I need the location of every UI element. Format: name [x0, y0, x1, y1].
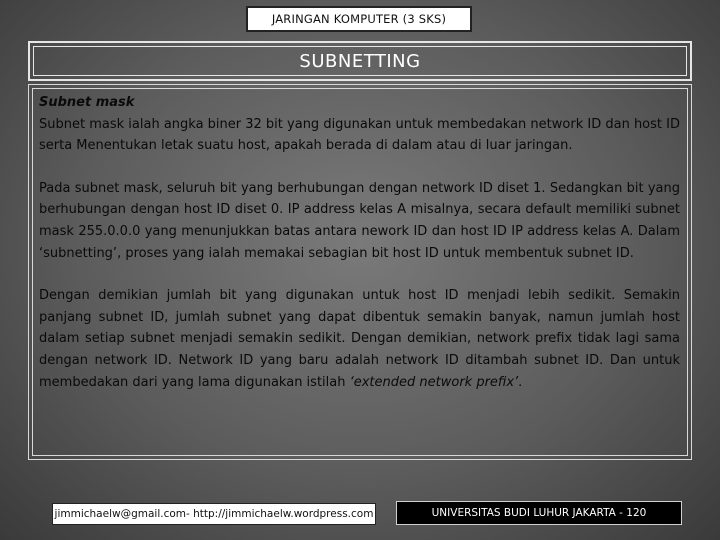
footer-institution	[396, 501, 682, 525]
course-header	[246, 6, 472, 32]
slide-title: SUBNETTING	[33, 46, 687, 76]
content-frame	[28, 84, 692, 460]
slide-title-frame	[28, 41, 692, 81]
paragraph-3-end: .	[518, 374, 523, 390]
course-title: JARINGAN KOMPUTER (3 SKS)	[271, 12, 447, 26]
section-heading: Subnet mask	[39, 95, 135, 110]
paragraph-3-text: Dengan demikian jumlah bit yang digunakan untuk host ID menjadi lebih sedikit. Semakin panjang subnet ID, jumlah subnet yang dapat dibentuk semakin banyak, namun jumlah host dalam setiap subnet menjadi semakin sedikit. Dengan demikian, network prefix tidak lagi sama dengan network ID. Network ID yang baru adalah network ID ditambah subnet ID. Dan untuk membedakan dari yang lama digunakan istilah	[39, 288, 680, 390]
footer-contact-text: jimmichaelw@gmail.com- http://jimmichaelw.wordpress.com	[54, 508, 374, 520]
content-body	[32, 88, 688, 456]
footer-institution-text: UNIVERSITAS BUDI LUHUR JAKARTA - 120	[431, 507, 647, 519]
footer-contact	[52, 503, 376, 525]
paragraph-3	[39, 285, 680, 393]
paragraph-2: Pada subnet mask, seluruh bit yang berhubungan dengan network ID diset 1. Sedangkan bit yang berhubungan dengan host ID diset 0. IP address kelas A misalnya, secara default memiliki subnet mask 255.0.0.0 yang menunjukkan batas antara nework ID dan host ID IP address kelas A. Dalam ‘subnetting’, proses yang ialah memakai sebagian bit host ID untuk membentuk subnet ID.	[39, 180, 680, 261]
paragraph-1-text: Subnet mask ialah angka biner 32 bit yang digunakan untuk membedakan network ID dan host ID serta Menentukan letak suatu host, apakah berada di dalam atau di luar jaringan.	[39, 116, 680, 154]
paragraph-1	[39, 92, 680, 157]
paragraph-3-term: ‘extended network prefix’	[349, 374, 519, 390]
